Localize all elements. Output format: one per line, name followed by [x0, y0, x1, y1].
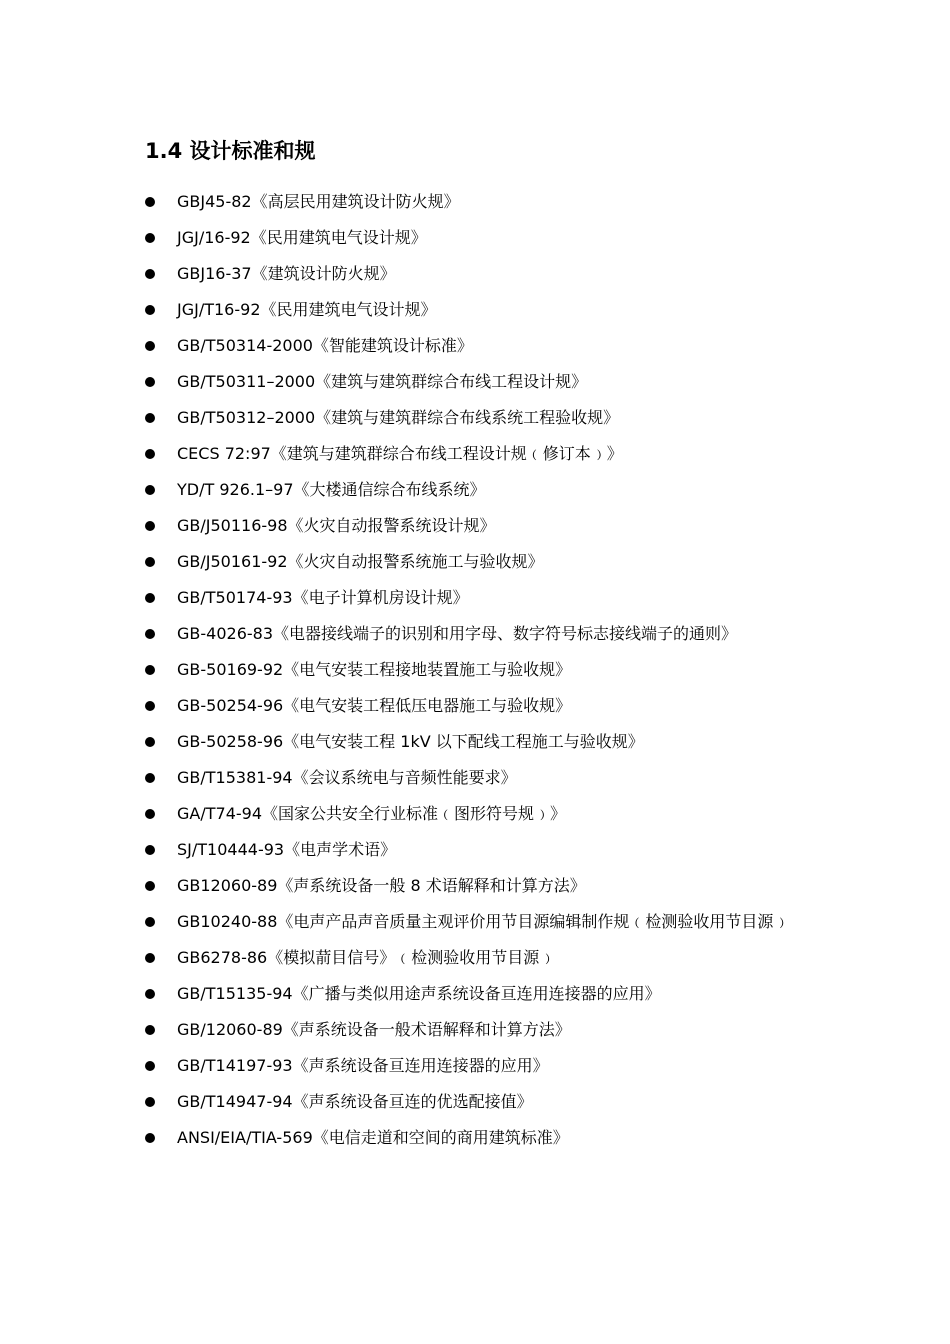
standard-text: JGJ/T16-92《民用建筑电气设计规》 — [177, 300, 437, 319]
standard-text: GB10240-88《电声产品声音质量主观评价用节目源编辑制作规﹙检测验收用节目源﹚ — [177, 912, 790, 931]
bullet-icon — [145, 521, 155, 531]
bullet-icon — [145, 737, 155, 747]
bullet-icon — [145, 1061, 155, 1071]
standard-text: JGJ/16-92《民用建筑电气设计规》 — [177, 228, 427, 247]
standard-item — [145, 1120, 825, 1156]
standard-item — [145, 292, 825, 328]
standard-text: GBJ16-37《建筑设计防火规》 — [177, 264, 396, 283]
standard-item — [145, 868, 825, 904]
standard-text: ANSI/EIA/TIA-569《电信走道和空间的商用建筑标准》 — [177, 1128, 569, 1147]
bullet-icon — [145, 233, 155, 243]
standard-item — [145, 796, 825, 832]
bullet-icon — [145, 701, 155, 711]
standard-text: GB/T50314-2000《智能建筑设计标准》 — [177, 336, 473, 355]
standard-item — [145, 364, 825, 400]
standard-item — [145, 508, 825, 544]
standard-text: GBJ45-82《高层民用建筑设计防火规》 — [177, 192, 460, 211]
bullet-icon — [145, 1025, 155, 1035]
bullet-icon — [145, 485, 155, 495]
standard-text: CECS 72:97《建筑与建筑群综合布线工程设计规﹙修订本﹚》 — [177, 444, 623, 463]
standard-item — [145, 400, 825, 436]
standard-item — [145, 328, 825, 364]
standard-item — [145, 940, 825, 976]
bullet-icon — [145, 557, 155, 567]
standard-item — [145, 1048, 825, 1084]
standard-item — [145, 1012, 825, 1048]
standard-item — [145, 220, 825, 256]
bullet-icon — [145, 917, 155, 927]
standard-text: GB/J50116-98《火灾自动报警系统设计规》 — [177, 516, 496, 535]
bullet-icon — [145, 449, 155, 459]
standard-item — [145, 976, 825, 1012]
standard-item — [145, 904, 825, 940]
standard-text: GB-50258-96《电气安装工程 1kV 以下配线工程施工与验收规》 — [177, 732, 644, 751]
standard-item — [145, 832, 825, 868]
bullet-icon — [145, 665, 155, 675]
standard-item — [145, 1084, 825, 1120]
standard-item — [145, 256, 825, 292]
standard-text: GB12060-89《声系统设备一般 8 术语解释和计算方法》 — [177, 876, 586, 895]
bullet-icon — [145, 413, 155, 423]
standard-text: GB/T14947-94《声系统设备亘连的优选配接值》 — [177, 1092, 533, 1111]
bullet-icon — [145, 629, 155, 639]
standard-text: GB/T50174-93《电子计算机房设计规》 — [177, 588, 469, 607]
standard-text: GB/T14197-93《声系统设备亘连用连接器的应用》 — [177, 1056, 549, 1075]
bullet-icon — [145, 809, 155, 819]
bullet-icon — [145, 341, 155, 351]
standard-text: GB/T50311–2000《建筑与建筑群综合布线工程设计规》 — [177, 372, 588, 391]
standard-text: GB/T15135-94《广播与类似用途声系统设备亘连用连接器的应用》 — [177, 984, 661, 1003]
standard-text: GB-50169-92《电气安装工程接地装置施工与验收规》 — [177, 660, 572, 679]
standards-list — [145, 184, 825, 1156]
standard-item — [145, 616, 825, 652]
standard-text: GA/T74-94《国家公共安全行业标准﹙图形符号规﹚》 — [177, 804, 567, 823]
bullet-icon — [145, 845, 155, 855]
standard-item — [145, 436, 825, 472]
bullet-icon — [145, 1097, 155, 1107]
standard-item — [145, 544, 825, 580]
bullet-icon — [145, 773, 155, 783]
standard-text: GB/T15381-94《会议系统电与音频性能要求》 — [177, 768, 517, 787]
bullet-icon — [145, 1133, 155, 1143]
standard-text: GB/J50161-92《火灾自动报警系统施工与验收规》 — [177, 552, 544, 571]
standard-text: GB/T50312–2000《建筑与建筑群综合布线系统工程验收规》 — [177, 408, 620, 427]
bullet-icon — [145, 197, 155, 207]
standard-item — [145, 724, 825, 760]
standard-text: GB-4026-83《电器接线端子的识别和用字母、数字符号标志接线端子的通则》 — [177, 624, 738, 643]
standard-text: GB6278-86《模拟葥目信号》﹙检测验收用节目源﹚ — [177, 948, 556, 967]
standard-item — [145, 760, 825, 796]
standard-item — [145, 652, 825, 688]
standard-item — [145, 184, 825, 220]
section-title: 1.4 设计标准和规 — [145, 139, 316, 163]
bullet-icon — [145, 377, 155, 387]
standard-text: GB/12060-89《声系统设备一般术语解释和计算方法》 — [177, 1020, 571, 1039]
standard-text: GB-50254-96《电气安装工程低压电器施工与验收规》 — [177, 696, 572, 715]
standard-text: YD/T 926.1–97《大楼通信综合布线系统》 — [177, 480, 486, 499]
standard-item — [145, 688, 825, 724]
standard-text: SJ/T10444-93《电声学术语》 — [177, 840, 397, 859]
bullet-icon — [145, 593, 155, 603]
bullet-icon — [145, 881, 155, 891]
bullet-icon — [145, 305, 155, 315]
standard-item — [145, 580, 825, 616]
bullet-icon — [145, 989, 155, 999]
standard-item — [145, 472, 825, 508]
bullet-icon — [145, 269, 155, 279]
bullet-icon — [145, 953, 155, 963]
